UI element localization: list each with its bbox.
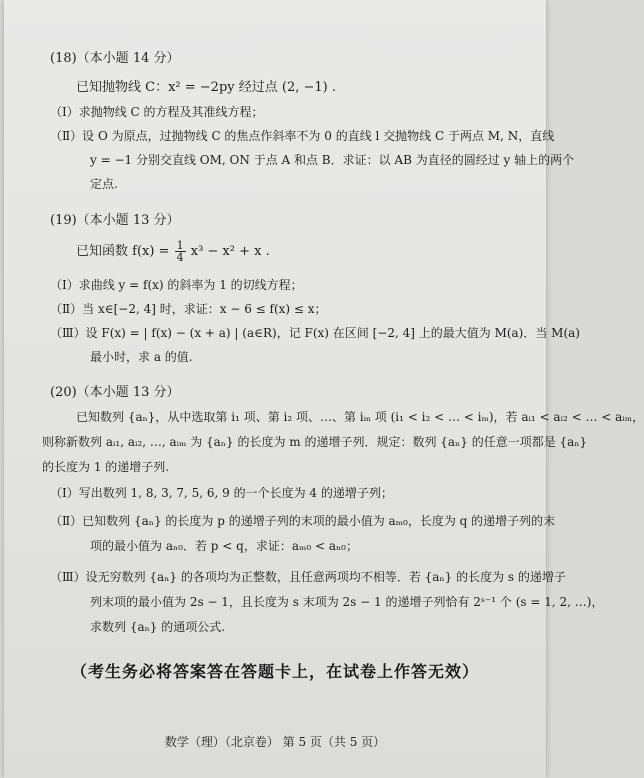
q20-part2-line2: 项的最小值为 aₙ₀．若 p < q，求证：aₘ₀ < aₙ₀； xyxy=(90,539,358,553)
q20-part2-line1: （Ⅱ）已知数列 {aₙ} 的长度为 p 的递增子列的末项的最小值为 aₘ₀，长度为 q 的递增子列的末 xyxy=(50,514,556,528)
q20-part1: （Ⅰ）写出数列 1, 8, 3, 7, 5, 6, 9 的一个长度为 4 的递增子列； xyxy=(50,486,393,500)
q19-part2: （Ⅱ）当 x∈[−2, 4] 时，求证：x − 6 ≤ f(x) ≤ x； xyxy=(50,302,327,316)
q20-part3-line3: 求数列 {aₙ} 的通项公式. xyxy=(90,620,226,634)
q19-given-suffix: x³ − x² + x . xyxy=(190,244,270,259)
q19-fraction-denominator: 4 xyxy=(176,251,184,264)
q19-heading: (19)（本小题 13 分） xyxy=(50,213,180,228)
q18-given: 已知抛物线 C：x² = −2py 经过点 (2, −1) . xyxy=(76,80,336,95)
q18-part2-line3: 定点. xyxy=(90,177,118,191)
q18-heading: (18)（本小题 14 分） xyxy=(50,51,180,66)
q19-given-prefix: 已知函数 f(x) = xyxy=(76,244,170,259)
q20-line3: 的长度为 1 的递增子列. xyxy=(42,460,170,474)
answer-sheet-notice: （考生务必将答案答在答题卡上，在试卷上作答无效） xyxy=(70,662,479,681)
q18-part2-line2: y = −1 分别交直线 OM, ON 于点 A 和点 B．求证：以 AB 为直径的圆经过 y 轴上的两个 xyxy=(90,153,575,167)
q19-part3-line2: 最小时，求 a 的值. xyxy=(90,350,193,364)
q18-part2-line1: （Ⅱ）设 O 为原点，过抛物线 C 的焦点作斜率不为 0 的直线 l 交抛物线 C 于两点 M, N，直线 xyxy=(50,129,555,143)
exam-page xyxy=(4,0,644,778)
q18-part1: （Ⅰ）求抛物线 C 的方程及其准线方程； xyxy=(50,105,264,119)
q19-fraction-numerator: 1 xyxy=(176,239,184,252)
page-footer: 数学（理）（北京卷） 第 5 页（共 5 页） xyxy=(164,735,386,749)
q19-given xyxy=(76,240,270,263)
q20-part3-line1: （Ⅲ）设无穷数列 {aₙ} 的各项均为正整数，且任意两项均不相等．若 {aₙ} 的长度为 s 的递增子 xyxy=(50,570,566,584)
q20-part3-line2: 列末项的最小值为 2s − 1，且长度为 s 末项为 2s − 1 的递增子列恰有 2ˢ⁻¹ 个 (s = 1, 2, …)， xyxy=(90,595,604,609)
q20-line1: 已知数列 {aₙ}，从中选取第 i₁ 项、第 i₂ 项、…、第 iₘ 项 (i₁ < i₂ < … < iₘ)，若 aᵢ₁ < aᵢ₂ < … < aᵢₘ， xyxy=(76,410,644,424)
q20-line2: 则称新数列 aᵢ₁, aᵢ₂, …, aᵢₘ 为 {aₙ} 的长度为 m 的递增子列．规定：数列 {aₙ} 的任意一项都是 {aₙ} xyxy=(42,435,588,449)
q20-heading: (20)（本小题 13 分） xyxy=(50,385,180,400)
q19-part1: （Ⅰ）求曲线 y = f(x) 的斜率为 1 的切线方程； xyxy=(50,278,303,292)
q19-fraction xyxy=(175,240,186,263)
q19-part3-line1: （Ⅲ）设 F(x) = | f(x) − (x + a) | (a∈R)，记 F(x) 在区间 [−2, 4] 上的最大值为 M(a)．当 M(a) xyxy=(50,326,580,340)
